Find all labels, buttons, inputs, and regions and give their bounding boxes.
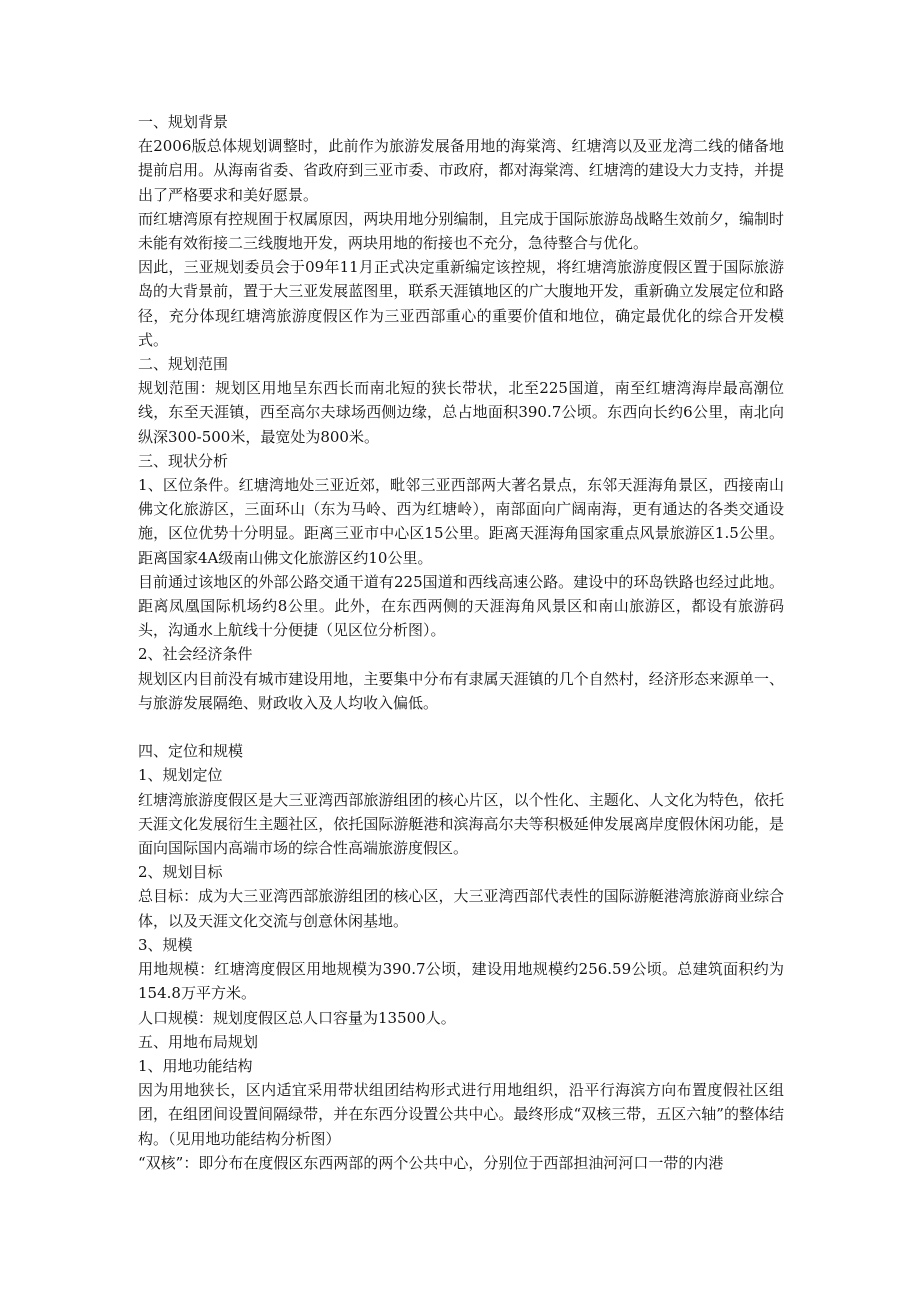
heading-land-layout: 五、用地布局规划: [138, 1032, 259, 1051]
paragraph-function-structure: 因为用地狭长，区内适宜采用带状组团结构形式进行用地组织，沿平行海滨方向布置度假社区组团，在组团间设置间隔绿带，并在东西分设置公共中心。最终形成“双核三带，五区六轴”的整体结构。（见用地功能结构分析图）: [138, 1081, 784, 1148]
paragraph-location-conditions: 1、区位条件。红塘湾地处三亚近郊，毗邻三亚西部两大著名景点，东邻天涯海角景区，西接南山佛文化旅游区，三面环山（东为马岭、西为红塘岭），南部面向广阔南海，更有通达的各类交通设施，区位优势十分明显。距离三亚市中心区15公里。距离天涯海角国家重点风景旅游区1.5公里。距离国家4A级南山佛文化旅游区约10公里。: [138, 476, 784, 567]
paragraph-background-1: 在2006版总体规划调整时，此前作为旅游发展备用地的海棠湾、红塘湾以及亚龙湾二线的储备地提前启用。从海南省委、省政府到三亚市委、市政府，都对海棠湾、红塘湾的建设大力支持，并提出了严格要求和美好愿景。: [138, 137, 784, 204]
paragraph-background-3: 因此，三亚规划委员会于09年11月正式决定重新编定该控规，将红塘湾旅游度假区置于国际旅游岛的大背景前，置于大三亚发展蓝图里，联系天涯镇地区的广大腹地开发，重新确立发展定位和路径，充分体现红塘湾旅游度假区作为三亚西部重心的重要价值和地位，确定最优化的综合开发模式。: [138, 258, 784, 349]
heading-planning-background: 一、规划背景: [138, 113, 229, 131]
heading-planning-scope: 二、规划范围: [138, 355, 229, 374]
heading-scale: 3、规模: [138, 935, 193, 954]
paragraph-population-scale: 人口规模：规划度假区总人口容量为13500人。: [138, 1008, 456, 1027]
heading-positioning-scale: 四、定位和规模: [138, 742, 244, 761]
heading-socio-economic: 2、社会经济条件: [138, 645, 253, 664]
heading-land-function-structure: 1、用地功能结构: [138, 1056, 253, 1075]
heading-planning-goal: 2、规划目标: [138, 863, 223, 882]
paragraph-socio-economic: 规划区内目前没有城市建设用地，主要集中分布有隶属天涯镇的几个自然村，经济形态来源单一、与旅游发展隔绝、财政收入及人均收入偏低。: [138, 669, 784, 712]
heading-current-analysis: 三、现状分析: [138, 451, 229, 470]
document-body: [138, 110, 784, 1175]
blank-line: [138, 715, 784, 739]
paragraph-land-scale: 用地规模：红塘湾度假区用地规模为390.7公顷，建设用地规模约256.59公顷。总建筑面积约为154.8万平方米。: [138, 960, 784, 1003]
paragraph-scope: 规划范围：规划区用地呈东西长而南北短的狭长带状，北至225国道，南至红塘湾海岸最高潮位线，东至天涯镇，西至高尔夫球场西侧边缘，总占地面积390.7公顷。东西向长约6公里，南北向纵深300-500米，最宽处为800米。: [138, 379, 784, 446]
paragraph-background-2: 而红塘湾原有控规囿于权属原因，两块用地分别编制，且完成于国际旅游岛战略生效前夕，编制时未能有效衔接二三线腹地开发，两块用地的衔接也不充分，急待整合与优化。: [138, 209, 784, 253]
paragraph-dual-core: “双核”：即分布在度假区东西两部的两个公共中心，分别位于西部担油河河口一带的内港: [138, 1153, 724, 1172]
paragraph-positioning: 红塘湾旅游度假区是大三亚湾西部旅游组团的核心片区，以个性化、主题化、人文化为特色，依托天涯文化发展衍生主题社区，依托国际游艇港和滨海高尔夫等积极延伸发展离岸度假休闲功能，是面向国际国内高端市场的综合性高端旅游度假区。: [138, 790, 784, 858]
paragraph-transport: 目前通过该地区的外部公路交通干道有225国道和西线高速公路。建设中的环岛铁路也经过此地。距离凤凰国际机场约8公里。此外，在东西两侧的天涯海角风景区和南山旅游区，都设有旅游码头，沟通水上航线十分便捷（见区位分析图）。: [138, 572, 784, 640]
heading-planning-positioning: 1、规划定位: [138, 766, 223, 785]
paragraph-goal: 总目标：成为大三亚湾西部旅游组团的核心区，大三亚湾西部代表性的国际游艇港湾旅游商业综合体，以及天涯文化交流与创意休闲基地。: [138, 887, 784, 930]
